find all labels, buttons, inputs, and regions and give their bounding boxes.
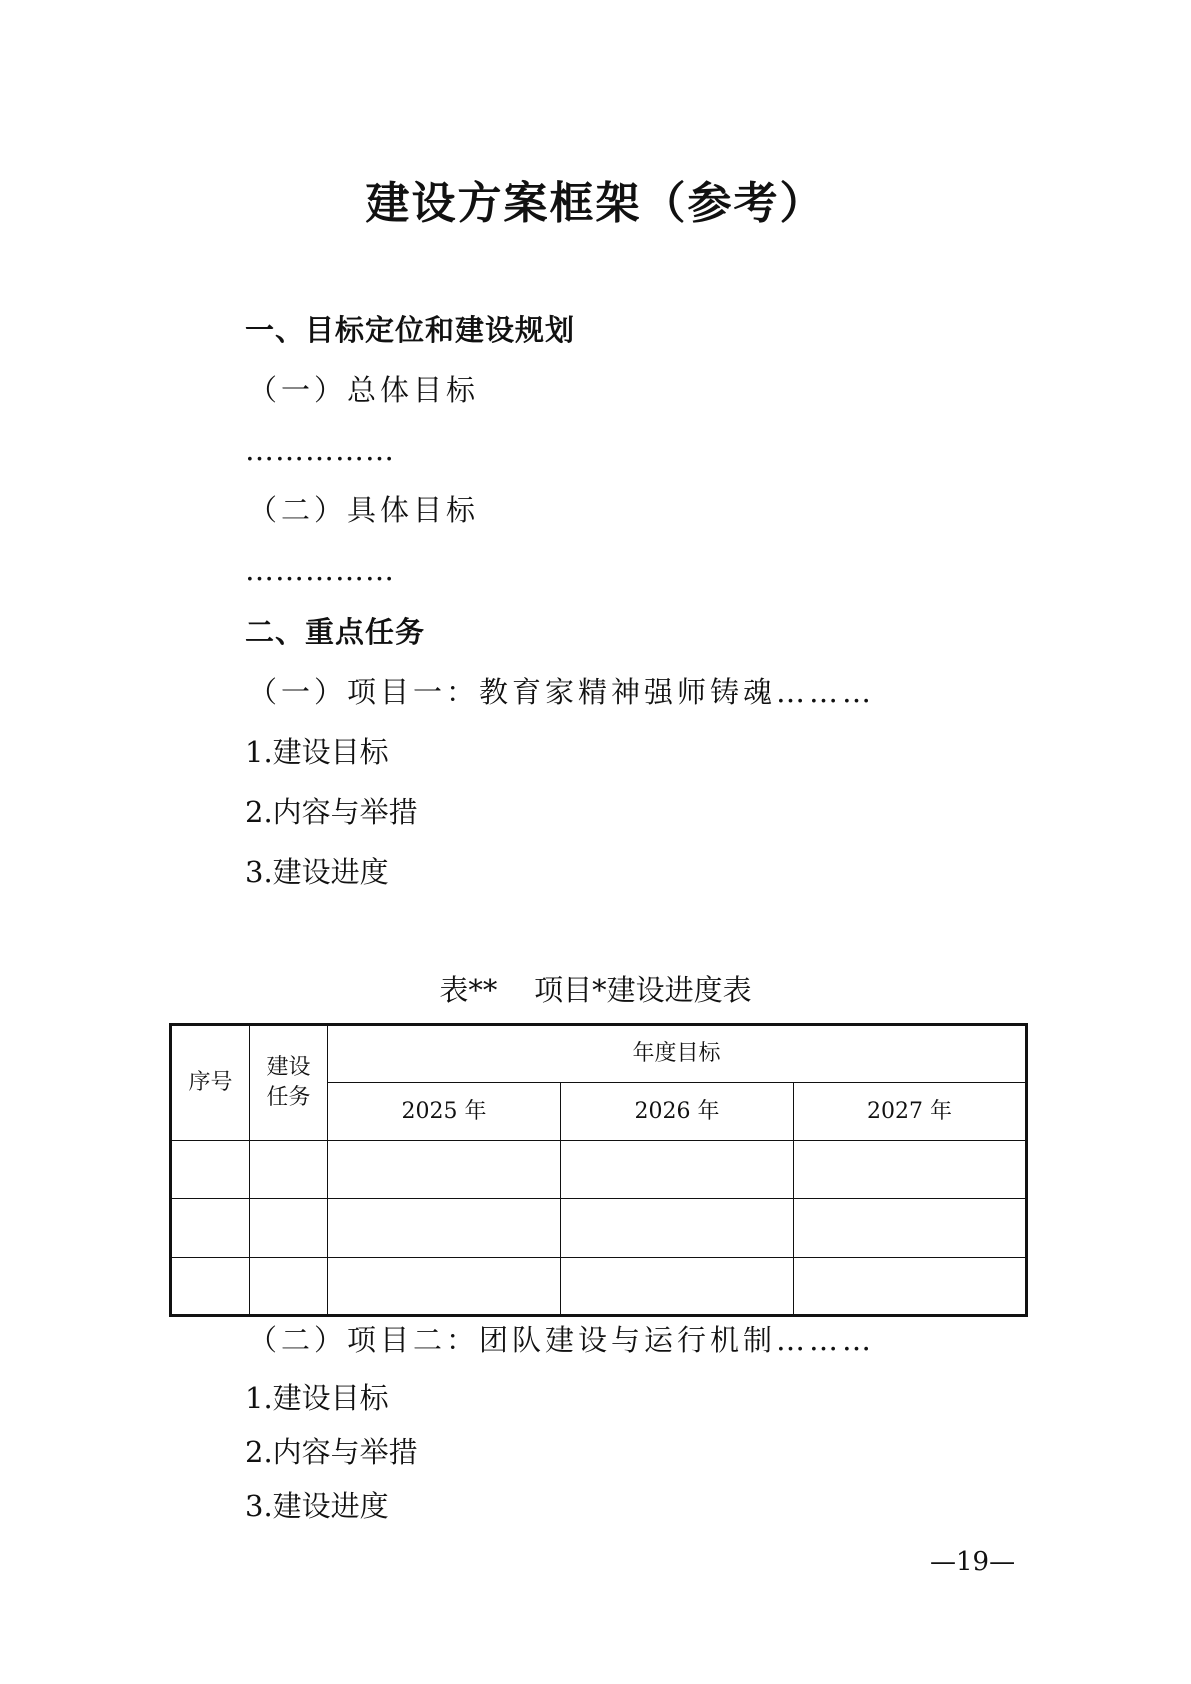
table-cell [561, 1199, 794, 1257]
list-item: 3.建设进度 [245, 855, 389, 889]
list-item: 1.建设目标 [245, 1381, 389, 1415]
progress-table [169, 1023, 1028, 1317]
list-item: 2.内容与举措 [245, 1435, 418, 1469]
header-year-2025: 2025 年 [328, 1083, 561, 1141]
table-row [171, 1199, 1027, 1257]
table-cell [794, 1141, 1027, 1199]
table-cell [328, 1199, 561, 1257]
header-year-2027: 2027 年 [794, 1083, 1027, 1141]
subsection-overall-goal: （一）总体目标 [248, 373, 480, 407]
page-title: 建设方案框架（参考） [365, 178, 826, 229]
header-seq: 序号 [171, 1025, 250, 1141]
table-cell [250, 1257, 328, 1315]
header-task-line: 建设 [266, 1055, 311, 1080]
table-cell [250, 1199, 328, 1257]
header-task [250, 1025, 328, 1141]
table-cell [171, 1257, 250, 1315]
table-cell [171, 1141, 250, 1199]
ellipsis-placeholder: …………… [245, 553, 395, 587]
table-row [171, 1141, 1027, 1199]
subsection-specific-goal: （二）具体目标 [248, 493, 480, 527]
page-number: —19— [930, 1547, 1016, 1577]
header-annual-goal: 年度目标 [328, 1025, 1027, 1083]
section-heading-tasks: 二、重点任务 [245, 615, 426, 649]
table-cell [250, 1141, 328, 1199]
table-cell [328, 1141, 561, 1199]
table-cell [561, 1141, 794, 1199]
table-cell [561, 1257, 794, 1315]
project-one-title: （一）项目一：教育家精神强师铸魂……… [248, 675, 876, 709]
list-item: 2.内容与举措 [245, 795, 418, 829]
table-cell [171, 1199, 250, 1257]
table-cell [794, 1257, 1027, 1315]
project-two-title: （二）项目二：团队建设与运行机制……… [248, 1323, 876, 1357]
header-task-line: 任务 [266, 1085, 311, 1110]
table-cell [328, 1257, 561, 1315]
section-heading-goals: 一、目标定位和建设规划 [245, 313, 576, 347]
table-row [171, 1257, 1027, 1315]
table-caption: 表** 项目*建设进度表 [439, 973, 752, 1007]
list-item: 1.建设目标 [245, 735, 389, 769]
header-year-2026: 2026 年 [561, 1083, 794, 1141]
table-cell [794, 1199, 1027, 1257]
list-item: 3.建设进度 [245, 1489, 389, 1523]
ellipsis-placeholder: …………… [245, 433, 395, 467]
